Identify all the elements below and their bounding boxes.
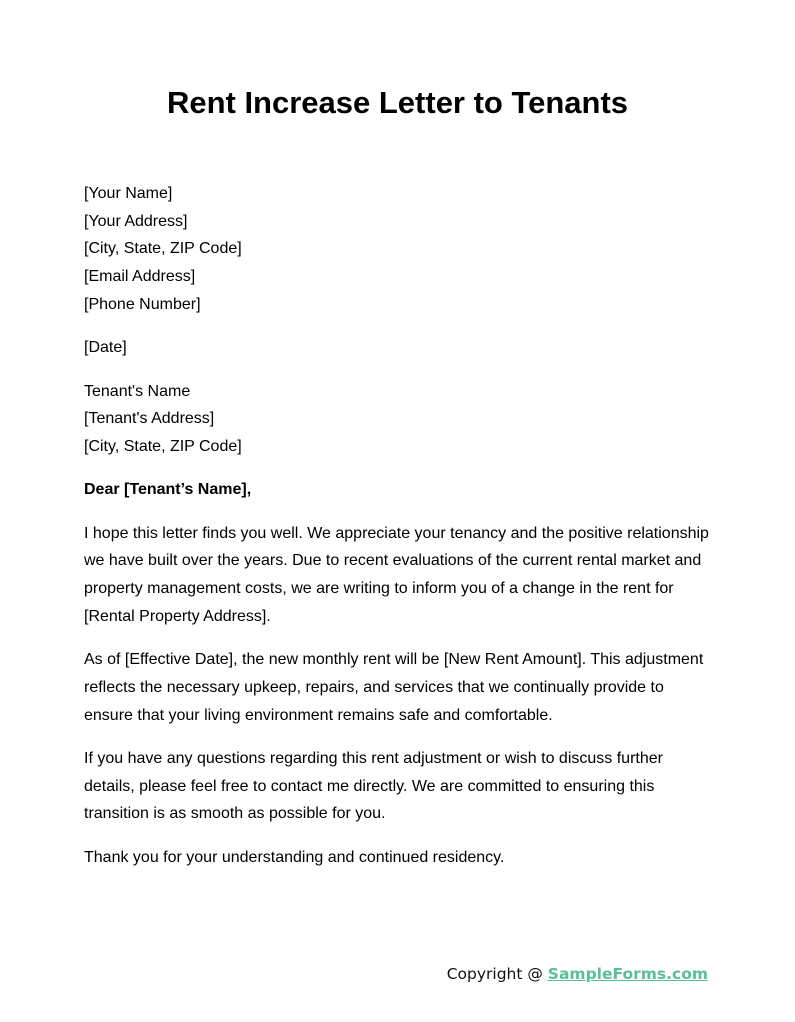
body-paragraph-1: I hope this letter finds you well. We appreciate your tenancy and the positive relationship we have built over the years. Due to recent evaluations of the current rental market and property management costs, we are writing to inform you of a change in the rent for [Rental Property Address]. bbox=[84, 524, 709, 625]
sender-city-state-zip: [City, State, ZIP Code] bbox=[84, 240, 242, 258]
sampleforms-link[interactable]: SampleForms.com bbox=[547, 965, 708, 983]
sender-address: [Your Address] bbox=[84, 212, 188, 230]
sender-block bbox=[84, 180, 714, 319]
letter-date: [Date] bbox=[84, 339, 127, 357]
body-paragraph-2: As of [Effective Date], the new monthly rent will be [New Rent Amount]. This adjustment reflects the necessary upkeep, repairs, and services that we continually provide to ensure that your living environment remains safe and comfortable. bbox=[84, 651, 704, 724]
sender-name: [Your Name] bbox=[84, 185, 173, 202]
recipient-city-state-zip: [City, State, ZIP Code] bbox=[84, 438, 242, 455]
body-paragraph-3: If you have any questions regarding this rent adjustment or wish to discuss further details, please feel free to contact me directly. We are committed to ensuring this transition is as smooth as possible for you. bbox=[84, 750, 663, 823]
recipient-name: Tenant's Name bbox=[84, 382, 191, 400]
recipient-block bbox=[84, 378, 714, 461]
date-block bbox=[84, 334, 714, 362]
copyright-prefix: Copyright @ bbox=[446, 965, 548, 983]
sender-phone: [Phone Number] bbox=[84, 295, 201, 313]
salutation: Dear [Tenant’s Name], bbox=[84, 481, 252, 499]
copyright-footer bbox=[447, 963, 708, 985]
document-title: Rent Increase Letter to Tenants bbox=[166, 85, 629, 120]
recipient-address: [Tenant's Address] bbox=[84, 410, 215, 428]
sender-email: [Email Address] bbox=[84, 268, 196, 286]
body-paragraph-4: Thank you for your understanding and continued residency. bbox=[84, 848, 505, 866]
letter-body bbox=[84, 180, 714, 887]
